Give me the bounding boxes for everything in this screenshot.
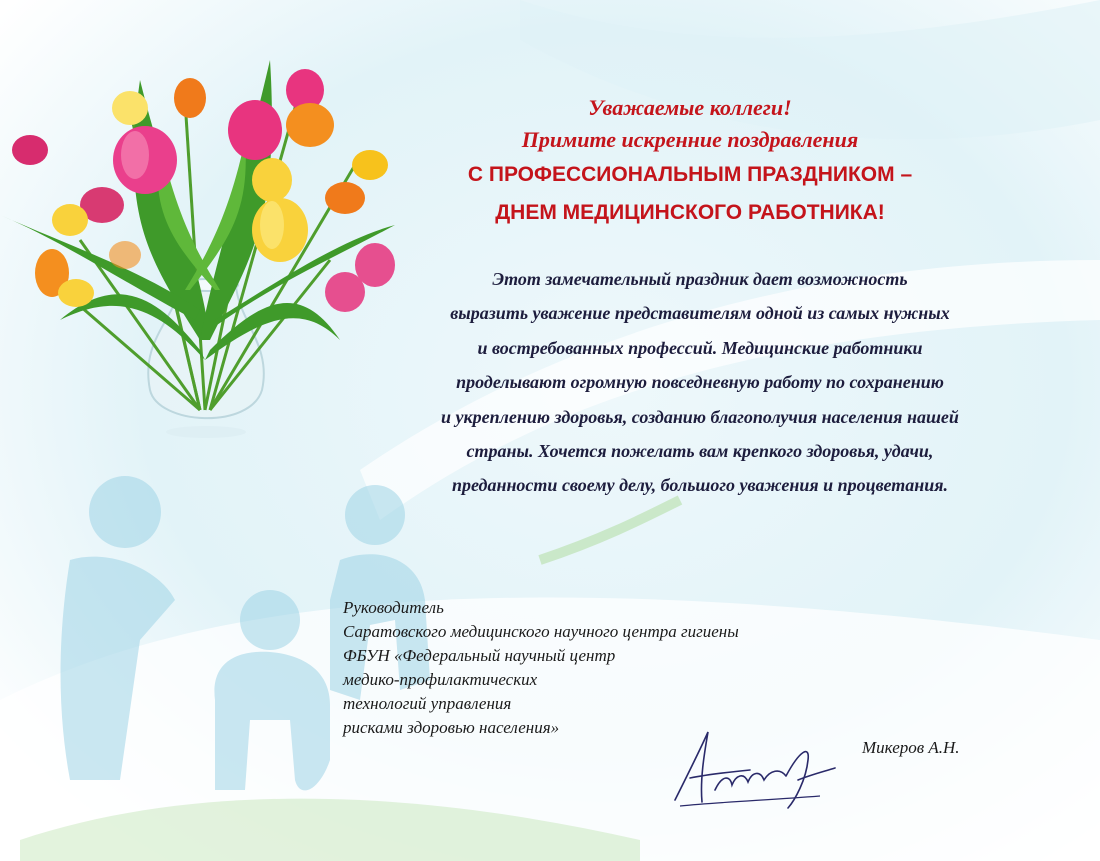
greeting-holiday-line: С ПРОФЕССИОНАЛЬНЫМ ПРАЗДНИКОМ – <box>467 163 913 186</box>
body-line: и востребованных профессий. Медицинские работники <box>477 337 923 358</box>
greeting-congrats: Примите искренние поздравления <box>521 127 859 152</box>
body-line: Этот замечательный праздник дает возможность <box>492 269 908 289</box>
body-paragraph <box>340 262 1060 503</box>
greeting-holiday-name: ДНЕМ МЕДИЦИНСКОГО РАБОТНИКА! <box>495 201 885 224</box>
signatory-line: ФБУН «Федеральный научный центр <box>343 646 616 665</box>
body-line: выразить уважение представителям одной из самых нужных <box>450 303 950 324</box>
signatory-line: медико-профилактических <box>343 670 538 689</box>
greeting-block <box>330 92 1050 232</box>
signatory-title <box>343 596 863 740</box>
body-line: страны. Хочется пожелать вам крепкого здоровья, удачи, <box>466 441 934 462</box>
body-line: и укреплению здоровья, созданию благополучия населения нашей <box>441 406 959 427</box>
signatory-line: Саратовского медицинского научного центра гигиены <box>343 622 739 641</box>
body-line: проделывают огромную повседневную работу по сохранению <box>456 372 944 393</box>
signatory-line: рисками здоровью населения» <box>343 718 560 737</box>
signatory-line: Руководитель <box>343 598 444 617</box>
signatory-line: технологий управления <box>343 694 512 713</box>
handwritten-signature-icon <box>660 720 845 815</box>
signatory-name: Микеров А.Н. <box>862 738 960 757</box>
greeting-salutation: Уважаемые коллеги! <box>588 95 792 120</box>
body-line: преданности своему делу, большого уважения и процветания. <box>451 475 949 496</box>
